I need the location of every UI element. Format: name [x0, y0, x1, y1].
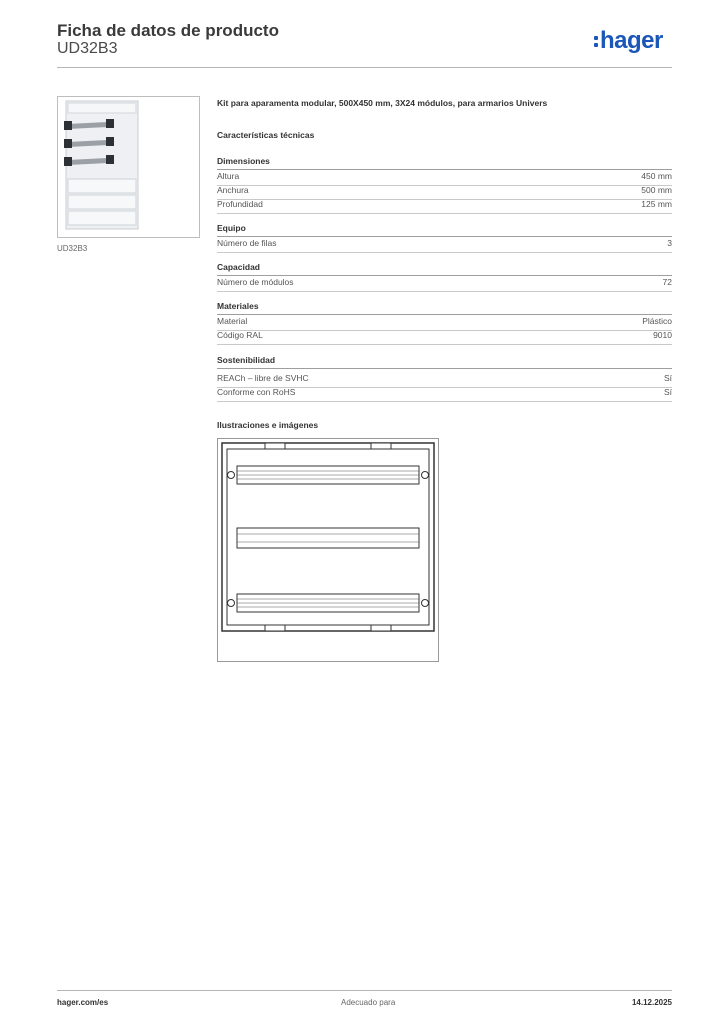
logo-dots-icon — [594, 36, 599, 50]
spec-label: Anchura — [217, 185, 249, 195]
spec-value: 9010 — [653, 330, 672, 340]
footer-divider — [57, 990, 672, 991]
spec-value: Sí — [663, 373, 672, 383]
footer-date: 14.12.2025 — [631, 998, 672, 1007]
technical-characteristics-title: Características técnicas — [217, 130, 315, 140]
spec-label: Número de módulos — [217, 277, 294, 287]
spec-value: 500 mm — [641, 185, 672, 195]
photo-caption: UD32B3 — [57, 244, 88, 253]
spec-label: Altura — [217, 171, 240, 181]
header-divider — [57, 67, 672, 68]
hager-logo — [594, 27, 674, 57]
spec-row — [217, 316, 672, 331]
section-title-equipo: Equipo — [217, 223, 672, 237]
footer-website-link[interactable]: hager.com/es — [57, 998, 109, 1007]
section-title-materiales: Materiales — [217, 301, 672, 315]
spec-value: 72 — [662, 277, 672, 287]
spec-row — [217, 171, 672, 186]
spec-label: Código RAL — [217, 330, 263, 340]
product-code: UD32B3 — [57, 40, 118, 57]
spec-row — [217, 185, 672, 200]
logo-text: hager — [600, 27, 663, 54]
illustrations-title: Ilustraciones e imágenes — [217, 420, 319, 430]
product-photo-image — [58, 97, 199, 237]
spec-label: REACh – libre de SVHC — [217, 373, 309, 383]
spec-value: 450 mm — [641, 171, 672, 181]
technical-drawing-image — [217, 438, 439, 662]
spec-label: Profundidad — [217, 199, 263, 209]
section-title-sostenibilidad: Sostenibilidad — [217, 355, 672, 369]
spec-value: 3 — [667, 238, 672, 248]
spec-value: Sí — [663, 387, 672, 397]
spec-value: 125 mm — [641, 199, 672, 209]
page-title: Ficha de datos de producto — [57, 21, 279, 40]
footer-suitable-for: Adecuado para — [341, 998, 396, 1007]
product-photo — [57, 96, 200, 238]
spec-row — [217, 277, 672, 292]
section-title-dimensiones: Dimensiones — [217, 156, 672, 170]
spec-label: Material — [217, 316, 248, 326]
spec-row — [217, 373, 672, 388]
spec-value: Plástico — [642, 316, 672, 326]
section-title-capacidad: Capacidad — [217, 262, 672, 276]
spec-row — [217, 330, 672, 345]
spec-row — [217, 387, 672, 402]
spec-row — [217, 199, 672, 214]
technical-drawing — [217, 438, 439, 662]
spec-row — [217, 238, 672, 253]
product-description: Kit para aparamenta modular, 500X450 mm, 3X24 módulos, para armarios Univers — [217, 98, 548, 108]
spec-label: Número de filas — [217, 238, 277, 248]
spec-label: Conforme con RoHS — [217, 387, 296, 397]
